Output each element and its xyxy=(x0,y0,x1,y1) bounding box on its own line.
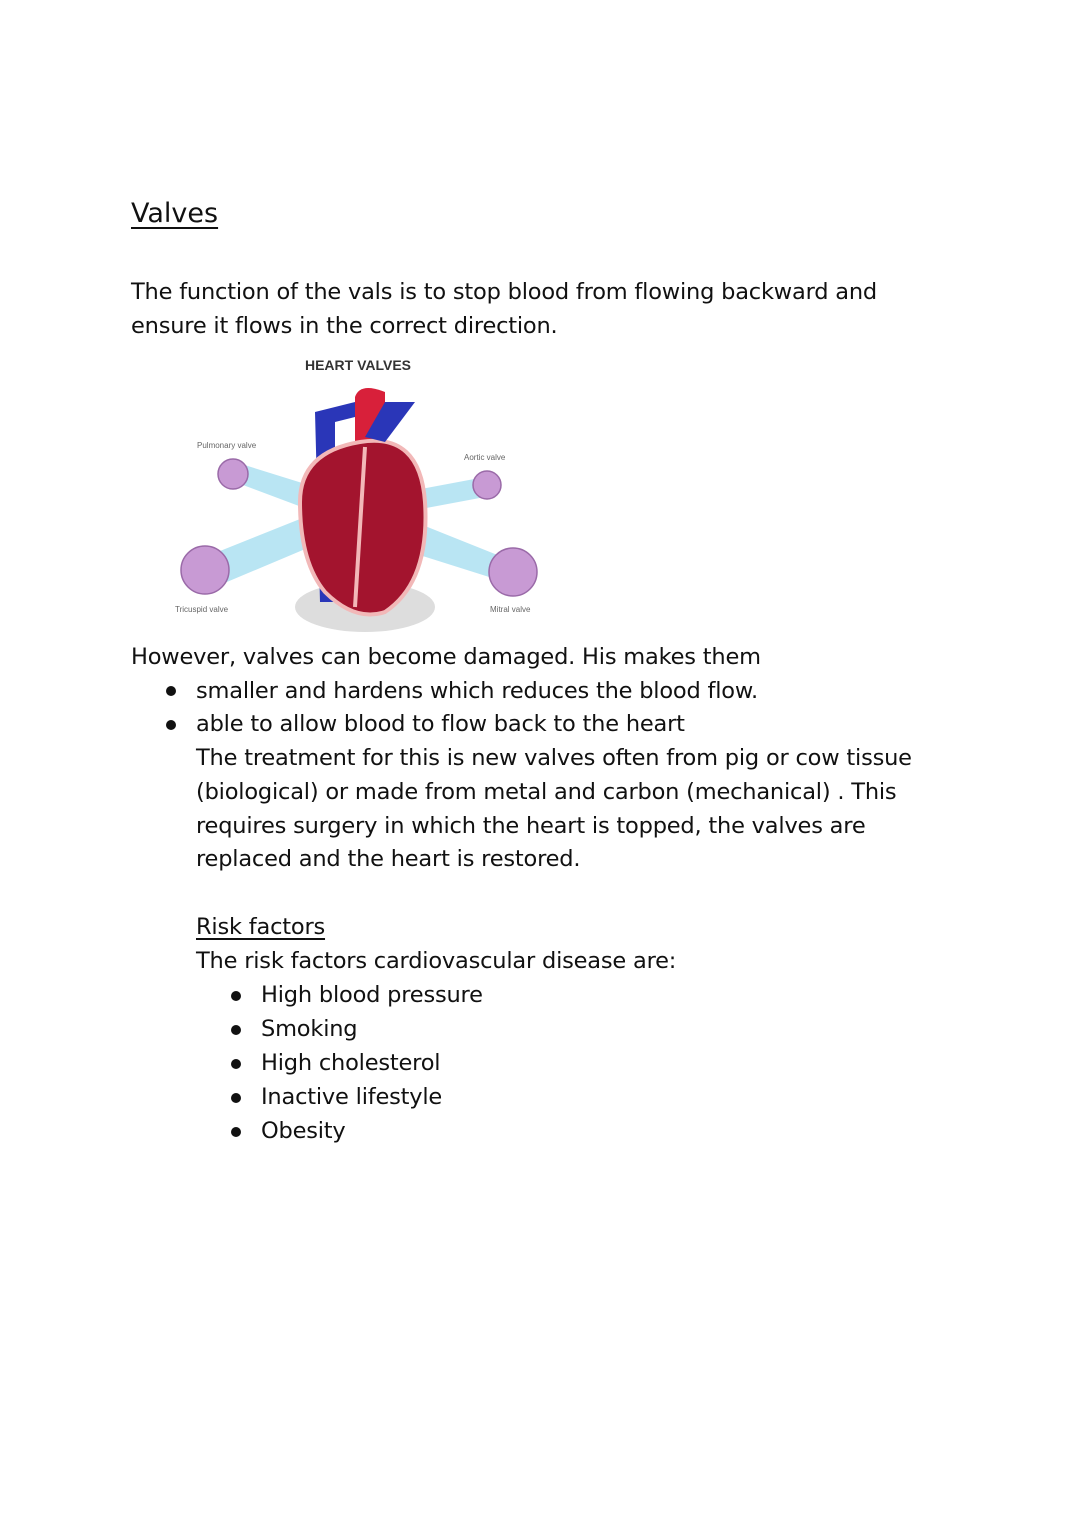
bullet-icon xyxy=(166,686,176,696)
intro-line: ensure it flows in the correct direction. xyxy=(131,313,558,339)
treatment-line: requires surgery in which the heart is topped, the valves are xyxy=(196,813,866,839)
risk-item: High cholesterol xyxy=(261,1050,441,1076)
tricuspid-valve-label: Tricuspid valve xyxy=(175,605,229,614)
figure-title: HEART VALVES xyxy=(304,357,412,373)
bullet-icon xyxy=(231,1025,241,1035)
bullet-icon xyxy=(231,1127,241,1137)
section-heading: Valves xyxy=(131,198,219,229)
bullet-icon xyxy=(231,1059,241,1069)
risk-item: High blood pressure xyxy=(261,982,483,1008)
treatment-line: replaced and the heart is restored. xyxy=(196,846,581,872)
treatment-line: (biological) or made from metal and carbon (mechanical) . This xyxy=(196,779,897,805)
damage-lead: However, valves can become damaged. His makes them xyxy=(131,644,761,670)
aortic-valve-label: Aortic valve xyxy=(464,453,506,462)
bullet-icon xyxy=(166,720,176,730)
bullet-icon xyxy=(231,991,241,1001)
treatment-line: The treatment for this is new valves often from pig or cow tissue xyxy=(196,745,912,771)
risk-item: Inactive lifestyle xyxy=(261,1084,443,1110)
damage-bullet: smaller and hardens which reduces the blood flow. xyxy=(196,678,758,704)
heart-valves-diagram xyxy=(165,352,555,634)
risk-item: Obesity xyxy=(261,1118,346,1144)
risk-heading: Risk factors xyxy=(196,914,326,940)
intro-line: The function of the vals is to stop blood from flowing backward and xyxy=(131,279,877,305)
risk-lead: The risk factors cardiovascular disease are: xyxy=(196,948,677,974)
bullet-icon xyxy=(231,1093,241,1103)
risk-item: Smoking xyxy=(261,1016,358,1042)
mitral-valve-label: Mitral valve xyxy=(490,605,531,614)
pulmonary-valve-label: Pulmonary valve xyxy=(197,441,257,450)
damage-bullet: able to allow blood to flow back to the heart xyxy=(196,711,685,737)
